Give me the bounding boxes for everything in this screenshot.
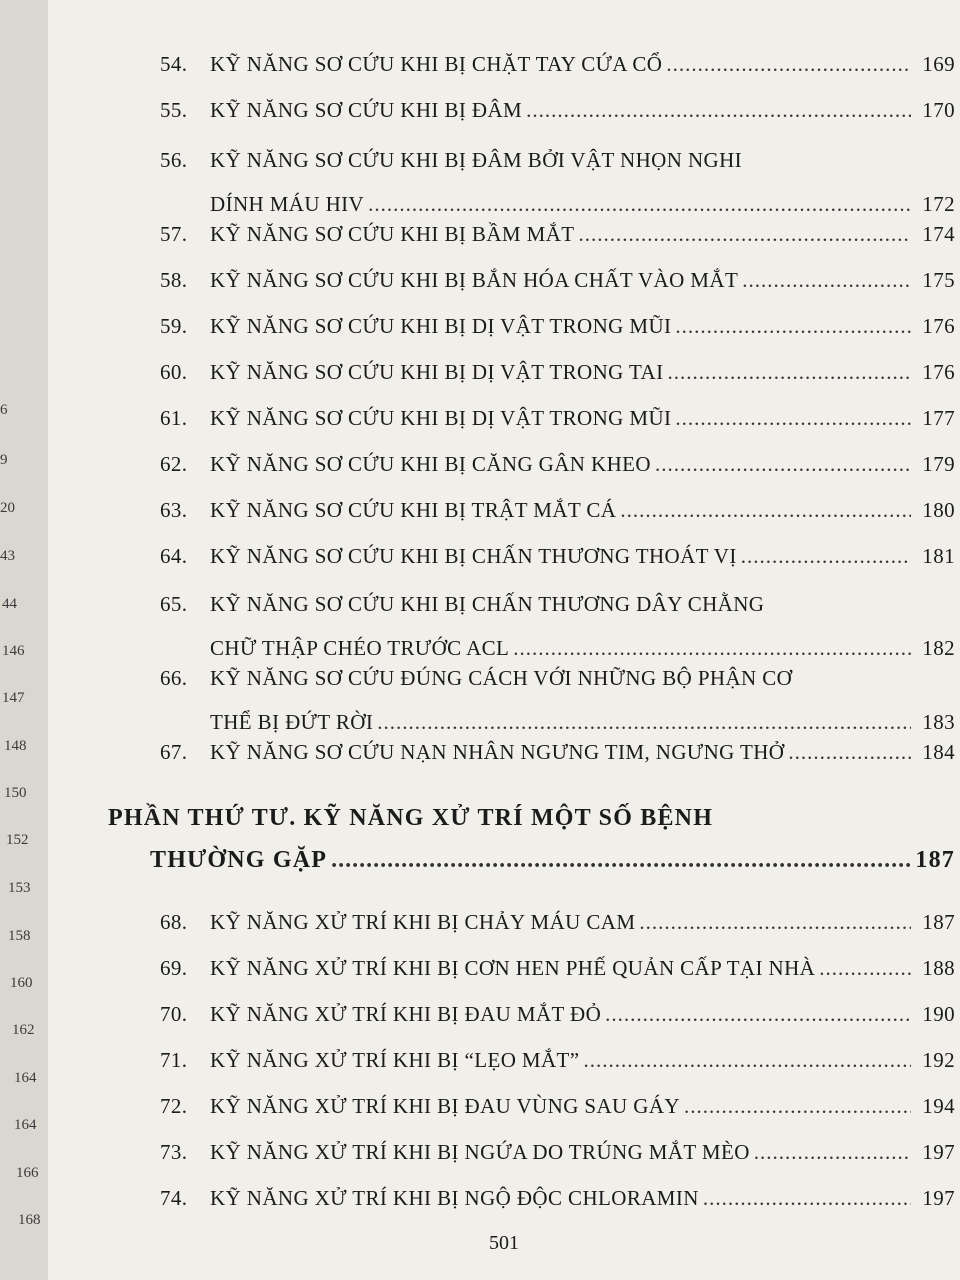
toc-entry-title: KỸ NĂNG XỬ TRÍ KHI BỊ CƠN HEN PHẾ QUẢN CẤP TẠI NHÀ [210,956,816,980]
toc-entry-number: 64. [160,544,188,568]
toc-entry-title: KỸ NĂNG SƠ CỨU ĐÚNG CÁCH VỚI NHỮNG BỘ PHẬN CƠ [210,666,793,690]
toc-page-ref: 188 [922,956,955,980]
toc-entry-title: KỸ NĂNG SƠ CỨU KHI BỊ CHẤN THƯƠNG DÂY CHẰNG [210,592,765,616]
section-heading[interactable] [108,805,955,889]
toc-page-ref: 183 [922,710,955,734]
toc-page-ref: 182 [922,636,955,660]
toc-entry-number: 60. [160,360,188,384]
toc-entry-number: 72. [160,1094,188,1118]
dot-leader [741,544,911,569]
dot-leader [684,1094,911,1119]
toc-entry-number: 57. [160,222,188,246]
adjacent-page-number: 166 [16,1165,39,1181]
dot-leader [377,710,911,735]
toc-page-ref: 169 [922,52,955,76]
toc-entry-number: 55. [160,98,188,122]
adjacent-page-number: 164 [14,1070,37,1086]
toc-page-ref: 181 [922,544,955,568]
toc-page-ref: 170 [922,98,955,122]
dot-leader [655,452,911,477]
dot-leader [584,1048,911,1073]
adjacent-page-number: 148 [4,738,27,754]
adjacent-page-number: 152 [6,832,29,848]
toc-entry-title: KỸ NĂNG SƠ CỨU KHI BỊ ĐÂM [210,98,523,122]
adjacent-page-number: 160 [10,975,33,991]
adjacent-page-number: 162 [12,1022,35,1038]
dot-leader [675,406,911,431]
toc-entry-title: KỸ NĂNG SƠ CỨU KHI BỊ CHẶT TAY CỨA CỔ [210,52,663,76]
dot-leader [639,910,911,935]
toc-page-ref: 197 [922,1140,955,1164]
section-page-ref: 187 [915,847,955,873]
toc-page-ref: 192 [922,1048,955,1072]
dot-leader [703,1186,911,1211]
section-heading-text: THƯỜNG GẶP [150,847,328,873]
toc-page-ref: 187 [922,910,955,934]
dot-leader [605,1002,911,1027]
dot-leader [620,498,911,523]
dot-leader [675,314,911,339]
toc-page-ref: 177 [922,406,955,430]
dot-leader [526,98,911,123]
toc-entry-number: 54. [160,52,188,76]
toc-entry-title: KỸ NĂNG SƠ CỨU KHI BỊ BẮN HÓA CHẤT VÀO MẮT [210,268,739,292]
adjacent-page-number: 150 [4,785,27,801]
toc-entry-number: 62. [160,452,188,476]
toc-entry-title: KỸ NĂNG XỬ TRÍ KHI BỊ NGỨA DO TRÚNG MẮT MÈO [210,1140,750,1164]
toc-page-ref: 176 [922,314,955,338]
toc-entry-title: KỸ NĂNG XỬ TRÍ KHI BỊ ĐAU MẮT ĐỎ [210,1002,602,1026]
adjacent-page-strip [0,0,49,1280]
toc-entry-title: KỸ NĂNG XỬ TRÍ KHI BỊ ĐAU VÙNG SAU GÁY [210,1094,680,1118]
toc-entry-title: KỸ NĂNG SƠ CỨU KHI BỊ CHẤN THƯƠNG THOÁT VỊ [210,544,737,568]
toc-entry-number: 66. [160,666,188,690]
toc-page [48,0,960,1280]
toc-entry-title: KỸ NĂNG XỬ TRÍ KHI BỊ NGỘ ĐỘC CHLORAMIN [210,1186,699,1210]
toc-entry-title: KỸ NĂNG SƠ CỨU KHI BỊ TRẬT MẮT CÁ [210,498,617,522]
toc-entry-title: KỸ NĂNG XỬ TRÍ KHI BỊ CHẢY MÁU CAM [210,910,636,934]
toc-entry-number: 63. [160,498,188,522]
toc-entry-title: KỸ NĂNG SƠ CỨU KHI BỊ CĂNG GÂN KHEO [210,452,651,476]
toc-page-ref: 179 [922,452,955,476]
toc-entry-title: CHỮ THẬP CHÉO TRƯỚC ACL [210,636,510,660]
adjacent-page-number: 164 [14,1117,37,1133]
adjacent-page-number: 158 [8,928,31,944]
adjacent-page-number: 43 [0,548,15,564]
page-number: 501 [489,1232,519,1254]
toc-entry-title: DÍNH MÁU HIV [210,192,365,216]
toc-entry-number: 67. [160,740,188,764]
adjacent-page-number: 6 [0,402,8,418]
toc-page-ref: 174 [922,222,955,246]
toc-entry-number: 56. [160,148,188,172]
adjacent-page-number: 168 [18,1212,41,1228]
adjacent-page-number: 20 [0,500,15,516]
toc-entry-title: KỸ NĂNG XỬ TRÍ KHI BỊ “LẸO MẮT” [210,1048,580,1072]
toc-page-ref: 197 [922,1186,955,1210]
adjacent-page-number: 44 [2,596,17,612]
toc-entry-title: KỸ NĂNG SƠ CỨU KHI BỊ DỊ VẬT TRONG TAI [210,360,664,384]
toc-entry-title: THỂ BỊ ĐỨT RỜI [210,710,374,734]
toc-page-ref: 175 [922,268,955,292]
toc-entry-number: 70. [160,1002,188,1026]
toc-entry-number: 61. [160,406,188,430]
dot-leader [754,1140,911,1165]
section-heading-text: PHẦN THỨ TƯ. KỸ NĂNG XỬ TRÍ MỘT SỐ BỆNH [108,805,714,831]
dot-leader [788,740,911,765]
toc-entry-number: 59. [160,314,188,338]
toc-entry-number: 65. [160,592,188,616]
toc-entry-number: 74. [160,1186,188,1210]
toc-entry-title: KỸ NĂNG SƠ CỨU NẠN NHÂN NGƯNG TIM, NGƯNG THỞ [210,740,785,764]
toc-page-ref: 194 [922,1094,955,1118]
dot-leader [368,192,911,217]
toc-entry-title: KỸ NĂNG SƠ CỨU KHI BỊ BẦM MẮT [210,222,575,246]
dot-leader [579,222,912,247]
toc-entry-title: KỸ NĂNG SƠ CỨU KHI BỊ DỊ VẬT TRONG MŨI [210,406,672,430]
dot-leader [668,360,911,385]
toc-entry-title: KỸ NĂNG SƠ CỨU KHI BỊ ĐÂM BỞI VẬT NHỌN NGHI [210,148,743,172]
dot-leader [666,52,911,77]
adjacent-page-number: 9 [0,452,8,468]
table-of-contents [48,0,960,1280]
dot-leader [742,268,911,293]
toc-entry-number: 68. [160,910,188,934]
toc-page-ref: 172 [922,192,955,216]
adjacent-page-number: 146 [2,643,25,659]
toc-page-ref: 184 [922,740,955,764]
adjacent-page-number: 153 [8,880,31,896]
adjacent-page-number: 147 [2,690,25,706]
dot-leader [819,956,911,981]
toc-entry-number: 58. [160,268,188,292]
toc-entry-number: 71. [160,1048,188,1072]
toc-page-ref: 176 [922,360,955,384]
toc-entry-title: KỸ NĂNG SƠ CỨU KHI BỊ DỊ VẬT TRONG MŨI [210,314,672,338]
dot-leader [331,847,911,874]
toc-page-ref: 180 [922,498,955,522]
toc-entry-number: 69. [160,956,188,980]
toc-page-ref: 190 [922,1002,955,1026]
dot-leader [513,636,911,661]
toc-entry-number: 73. [160,1140,188,1164]
